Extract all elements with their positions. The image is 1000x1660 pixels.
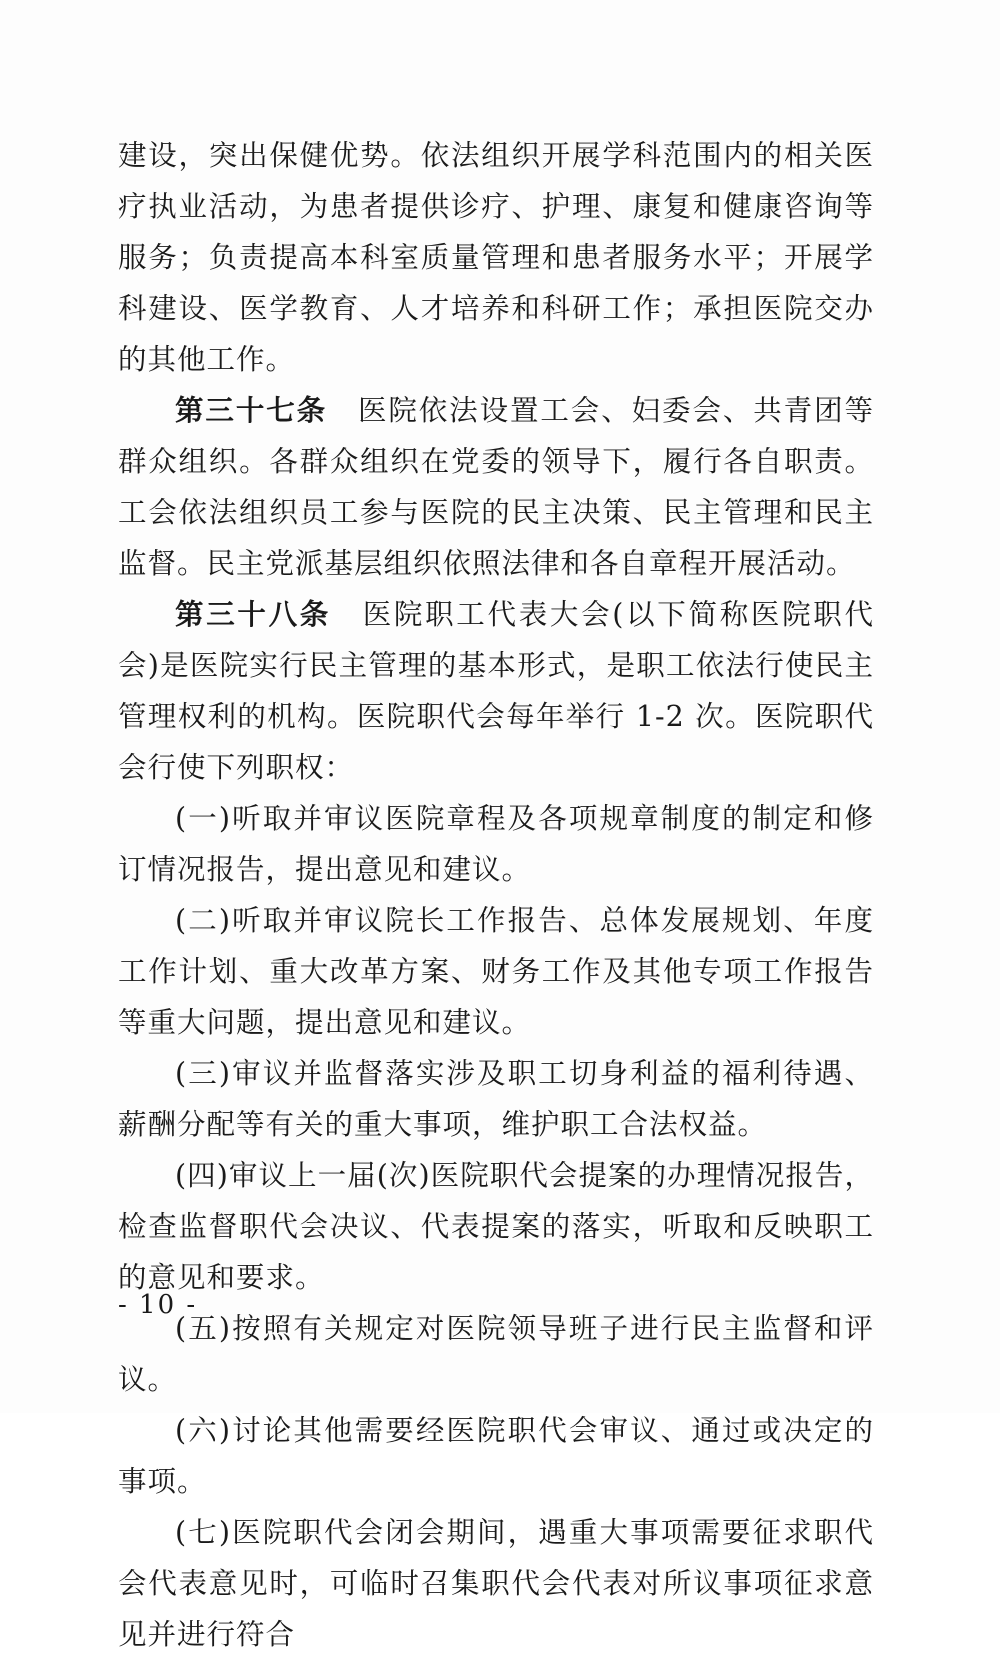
- paragraph-text: (三)审议并监督落实涉及职工切身利益的福利待遇、薪酬分配等有关的重大事项，维护职工合法权益。: [118, 1057, 874, 1141]
- paragraph-text: (一)听取并审议医院章程及各项规章制度的制定和修订情况报告，提出意见和建议。: [118, 802, 874, 886]
- list-item-6: [118, 1405, 874, 1507]
- list-item-3: [118, 1048, 874, 1150]
- paragraph-text: 建设，突出保健优势。依法组织开展学科范围内的相关医疗执业活动，为患者提供诊疗、护理、康复和健康咨询等服务；负责提高本科室质量管理和患者服务水平；开展学科建设、医学教育、人才培养和科研工作；承担医院交办的其他工作。: [118, 139, 874, 376]
- paragraph-text: (六)讨论其他需要经医院职代会审议、通过或决定的事项。: [118, 1414, 874, 1498]
- list-item-4: [118, 1150, 874, 1303]
- document-body: [118, 130, 874, 1660]
- paragraph-text: (七)医院职代会闭会期间，遇重大事项需要征求职代会代表意见时，可临时召集职代会代表对所议事项征求意见并进行符合: [118, 1516, 874, 1651]
- article-number: 第三十八条: [175, 598, 331, 631]
- article-37: [118, 385, 874, 589]
- paragraph-text: 医院依法设置工会、妇委会、共青团等群众组织。各群众组织在党委的领导下，履行各自职责。工会依法组织员工参与医院的民主决策、民主管理和民主监督。民主党派基层组织依照法律和各自章程开展活动。: [118, 394, 874, 580]
- paragraph-text: (四)审议上一届(次)医院职代会提案的办理情况报告，检查监督职代会决议、代表提案的落实，听取和反映职工的意见和要求。: [118, 1159, 874, 1294]
- list-item-2: [118, 895, 874, 1048]
- article-38: [118, 589, 874, 793]
- paragraph-text: (五)按照有关规定对医院领导班子进行民主监督和评议。: [118, 1312, 874, 1396]
- paragraph-text: 医院职工代表大会(以下简称医院职代会)是医院实行民主管理的基本形式，是职工依法行使民主管理权利的机构。医院职代会每年举行 1-2 次。医院职代会行使下列职权：: [118, 598, 874, 784]
- article-number: 第三十七条: [175, 394, 328, 427]
- paragraph-continuation: [118, 130, 874, 385]
- list-item-5: [118, 1303, 874, 1405]
- paragraph-text: (二)听取并审议院长工作报告、总体发展规划、年度工作计划、重大改革方案、财务工作及其他专项工作报告等重大问题，提出意见和建议。: [118, 904, 874, 1039]
- list-item-1: [118, 793, 874, 895]
- page-number: - 10 -: [118, 1290, 198, 1320]
- list-item-7: [118, 1507, 874, 1660]
